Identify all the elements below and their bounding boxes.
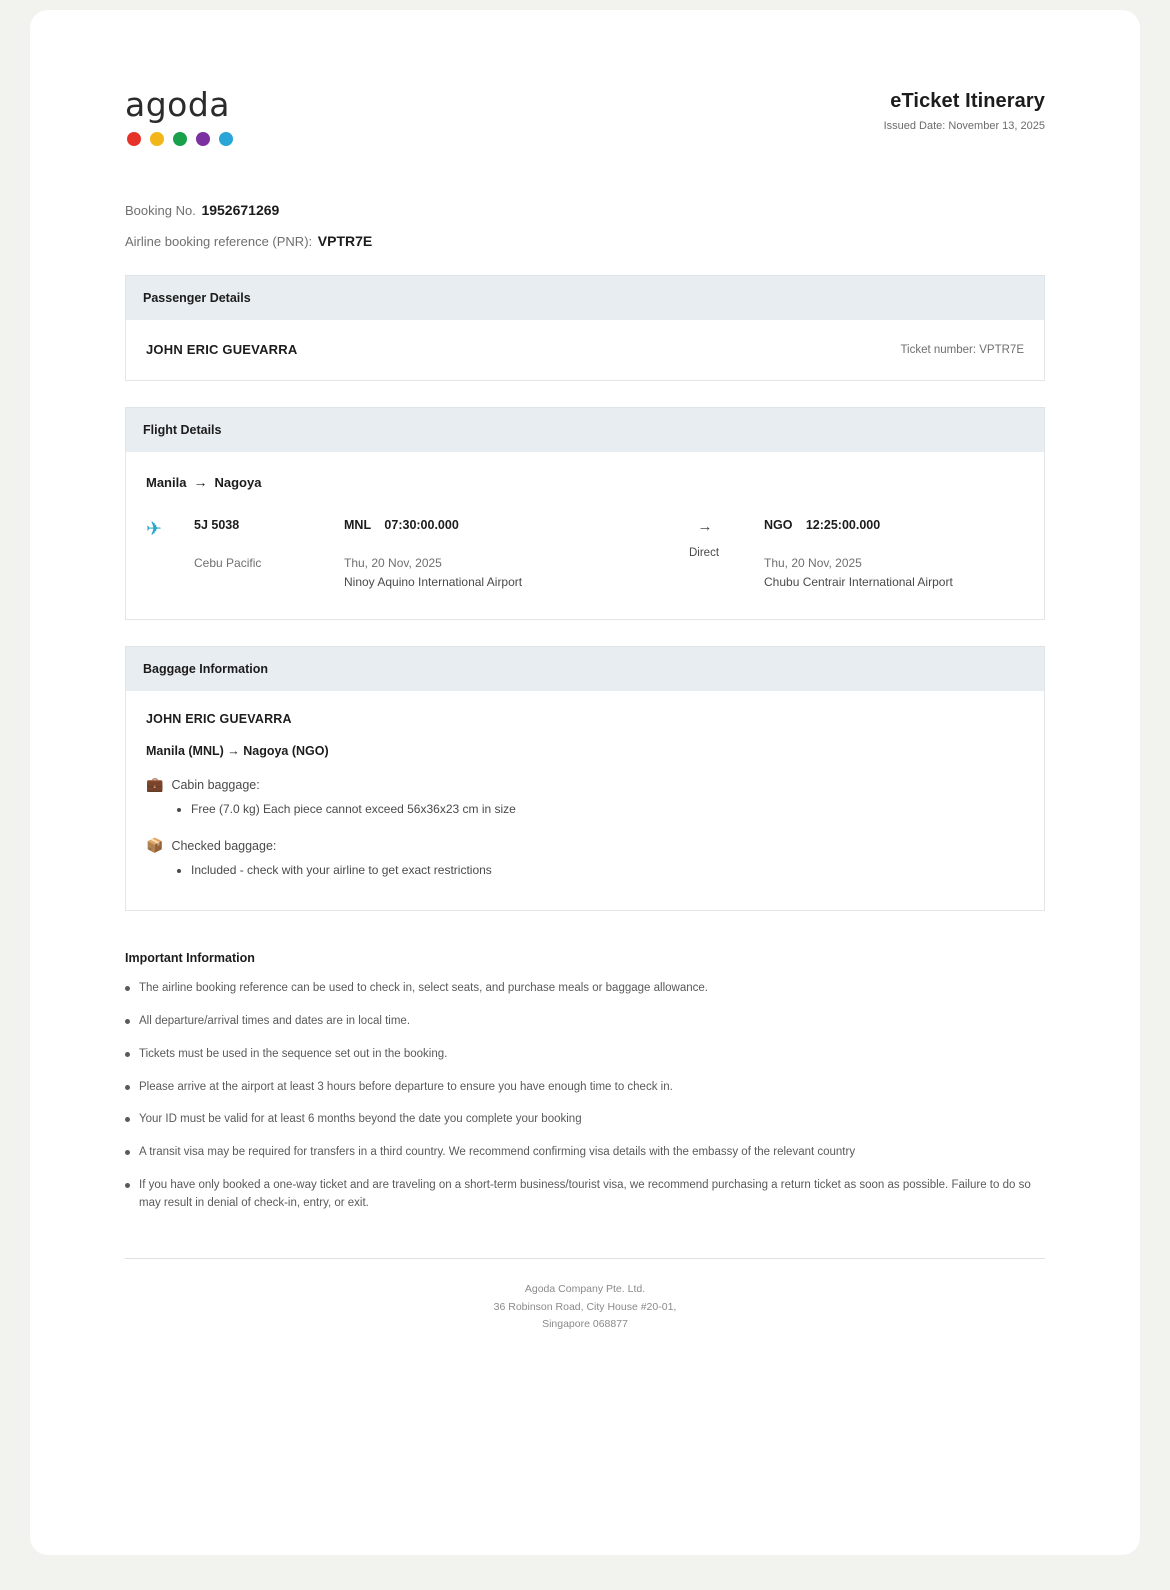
arrival-airport-code: NGO <box>764 518 793 532</box>
dot-yellow-icon <box>150 132 164 146</box>
document-header <box>125 85 1045 146</box>
company-address-line2: Singapore 068877 <box>542 1318 628 1331</box>
arrival-column <box>764 518 1027 591</box>
dot-green-icon <box>173 132 187 146</box>
departure-time: 07:30:00.000 <box>384 518 459 532</box>
checked-baggage-heading <box>143 819 1027 854</box>
list-item: All departure/arrival times and dates are in local time. <box>125 1013 1039 1031</box>
brand-dots <box>127 132 233 146</box>
document-footer <box>125 1259 1045 1335</box>
baggage-passenger-name: JOHN ERIC GUEVARRA <box>146 712 292 727</box>
dot-red-icon <box>127 132 141 146</box>
cabin-baggage-label: Cabin baggage: <box>171 777 260 792</box>
passenger-row <box>143 337 1027 363</box>
important-info-title: Important Information <box>125 951 255 966</box>
passenger-section-header: Passenger Details <box>125 275 1045 320</box>
cabin-baggage-list <box>143 802 1027 816</box>
company-address-line1: 36 Robinson Road, City House #20-01, <box>493 1300 677 1313</box>
checked-baggage-list <box>143 863 1027 877</box>
cabin-bag-icon: 💼 <box>146 776 164 793</box>
flight-identity-column <box>194 518 344 591</box>
flight-route-heading <box>143 469 1027 490</box>
departure-airport-code: MNL <box>344 518 372 532</box>
baggage-section-body <box>125 691 1045 911</box>
checked-baggage-label: Checked baggage: <box>171 838 277 853</box>
important-info-list <box>125 980 1045 1213</box>
passenger-name: JOHN ERIC GUEVARRA <box>146 342 298 357</box>
issued-date: Issued Date: November 13, 2025 <box>883 120 1045 132</box>
departure-airport-name: Ninoy Aquino International Airport <box>344 574 523 589</box>
list-item: If you have only booked a one-way ticket and are traveling on a short-term business/tourist visa, we recommend purchasing a return ticket as soon as possible. Failure to do so may result in denial of check-in, entry, or exit. <box>125 1177 1039 1213</box>
arrival-date: Thu, 20 Nov, 2025 <box>764 556 862 570</box>
direct-arrow-icon: → <box>697 518 711 535</box>
route-arrow-icon: → <box>193 474 208 490</box>
list-item: The airline booking reference can be used to check in, select seats, and purchase meals or baggage allowance. <box>125 980 1039 998</box>
passenger-section-body <box>125 320 1045 381</box>
dot-blue-icon <box>219 132 233 146</box>
title-block <box>884 88 1045 132</box>
stops-label: Direct <box>688 547 720 559</box>
pnr-value: VPTR7E <box>317 233 373 249</box>
booking-number-line <box>125 202 1045 218</box>
page-title: eTicket Itinerary <box>890 90 1045 112</box>
arrival-airport-name: Chubu Centrair International Airport <box>764 574 953 589</box>
passenger-ticket-number: Ticket number: VPTR7E <box>900 343 1024 356</box>
flight-section-header: Flight Details <box>125 407 1045 452</box>
eticket-sheet <box>30 10 1140 1555</box>
pnr-label: Airline booking reference (PNR): <box>125 234 313 249</box>
cabin-baggage-heading <box>143 758 1027 793</box>
brand-name: agoda <box>125 85 231 124</box>
list-item: • Included - check with your airline to get exact restrictions <box>191 863 1027 877</box>
list-item: Please arrive at the airport at least 3 hours before departure to ensure you have enough time to check in. <box>125 1079 1039 1097</box>
airline-name: Cebu Pacific <box>194 556 262 570</box>
baggage-section-header: Baggage Information <box>125 646 1045 691</box>
agoda-logo <box>125 85 233 146</box>
booking-number-label: Booking No. <box>125 203 196 218</box>
route-origin: Manila <box>146 474 187 490</box>
flight-row <box>143 518 1027 591</box>
list-item: A transit visa may be required for transfers in a third country. We recommend confirming visa details with the embassy of the relevant country <box>125 1144 1039 1162</box>
pnr-line <box>125 233 1045 249</box>
booking-info <box>125 202 1045 249</box>
airplane-icon: ✈ <box>146 519 162 540</box>
flight-section-body <box>125 452 1045 620</box>
arrival-time: 12:25:00.000 <box>805 518 881 532</box>
stops-column <box>644 518 764 591</box>
route-destination: Nagoya <box>214 474 262 490</box>
booking-number-value: 1952671269 <box>201 202 280 218</box>
dot-purple-icon <box>196 132 210 146</box>
flight-number: 5J 5038 <box>194 518 240 532</box>
company-name: Agoda Company Pte. Ltd. <box>524 1282 646 1295</box>
list-item: Tickets must be used in the sequence set out in the booking. <box>125 1046 1039 1064</box>
checked-bag-icon: 📦 <box>146 837 164 854</box>
baggage-route: Manila (MNL) → Nagoya (NGO) <box>146 744 329 759</box>
list-item: Your ID must be valid for at least 6 months beyond the date you complete your booking <box>125 1111 1039 1129</box>
departure-column <box>344 518 644 591</box>
departure-date: Thu, 20 Nov, 2025 <box>344 556 442 570</box>
list-item: • Free (7.0 kg) Each piece cannot exceed 56x36x23 cm in size <box>191 802 1027 816</box>
